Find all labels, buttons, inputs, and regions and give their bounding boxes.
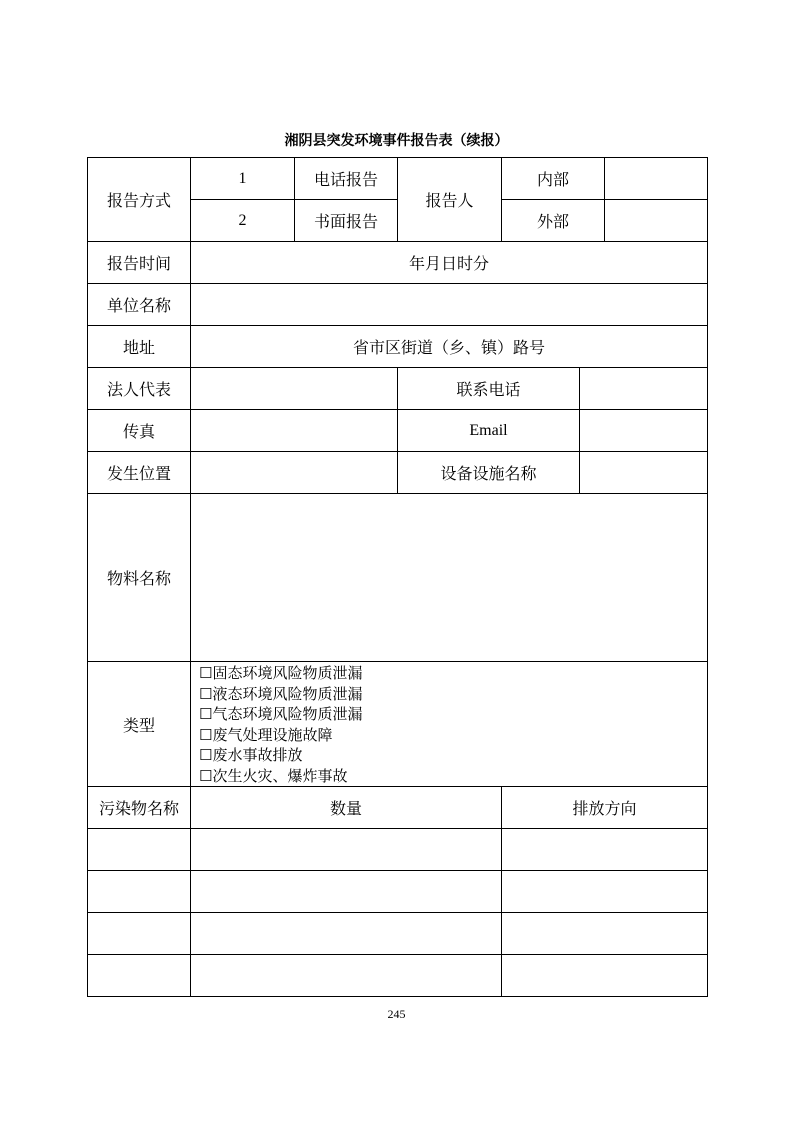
phone-field[interactable]	[580, 368, 708, 410]
fax-row	[88, 410, 708, 452]
pollutant-name-cell[interactable]	[88, 913, 191, 955]
facility-label: 设备设施名称	[398, 452, 580, 494]
pollutant-quantity-header: 数量	[191, 787, 502, 829]
report-method-num-2: 2	[191, 200, 295, 242]
pollutant-header-row	[88, 787, 708, 829]
pollutant-direction-cell[interactable]	[502, 955, 708, 997]
table-row	[88, 955, 708, 997]
pollutant-direction-header: 排放方向	[502, 787, 708, 829]
report-time-field[interactable]: 年月日时分	[191, 242, 708, 284]
unit-name-label: 单位名称	[88, 284, 191, 326]
reporter-external-field[interactable]	[605, 200, 708, 242]
reporter-external-label: 外部	[502, 200, 605, 242]
type-label: 类型	[88, 662, 191, 787]
report-form-table	[87, 157, 708, 997]
report-method-phone-label: 电话报告	[295, 158, 398, 200]
address-field[interactable]: 省市区街道（乡、镇）路号	[191, 326, 708, 368]
table-row	[88, 913, 708, 955]
type-row	[88, 662, 708, 787]
type-option-gas-leak[interactable]: ☐气态环境风险物质泄漏	[199, 705, 363, 723]
material-label: 物料名称	[88, 494, 191, 662]
report-method-label: 报告方式	[88, 158, 191, 242]
table-row	[88, 871, 708, 913]
type-option-solid-leak[interactable]: ☐固态环境风险物质泄漏	[199, 664, 363, 682]
legal-rep-field[interactable]	[191, 368, 398, 410]
location-field[interactable]	[191, 452, 398, 494]
email-field[interactable]	[580, 410, 708, 452]
material-row	[88, 494, 708, 662]
report-method-num-1: 1	[191, 158, 295, 200]
pollutant-quantity-cell[interactable]	[191, 829, 502, 871]
type-option-fire-explosion[interactable]: ☐次生火灾、爆炸事故	[199, 766, 348, 785]
address-row	[88, 326, 708, 368]
reporter-internal-label: 内部	[502, 158, 605, 200]
pollutant-direction-cell[interactable]	[502, 829, 708, 871]
type-options	[191, 662, 708, 787]
pollutant-direction-cell[interactable]	[502, 913, 708, 955]
fax-field[interactable]	[191, 410, 398, 452]
form-title: 湘阴县突发环境事件报告表（续报）	[284, 133, 509, 149]
page-number: 245	[387, 1007, 406, 1021]
unit-name-field[interactable]	[191, 284, 708, 326]
phone-label: 联系电话	[398, 368, 580, 410]
pollutant-name-cell[interactable]	[88, 955, 191, 997]
location-label: 发生位置	[88, 452, 191, 494]
unit-name-row	[88, 284, 708, 326]
report-time-label: 报告时间	[88, 242, 191, 284]
report-method-row-1	[88, 158, 708, 200]
pollutant-quantity-cell[interactable]	[191, 871, 502, 913]
report-time-row	[88, 242, 708, 284]
pollutant-quantity-cell[interactable]	[191, 913, 502, 955]
reporter-label: 报告人	[398, 158, 502, 242]
fax-label: 传真	[88, 410, 191, 452]
type-option-liquid-leak[interactable]: ☐液态环境风险物质泄漏	[199, 684, 363, 703]
report-method-written-label: 书面报告	[295, 200, 398, 242]
reporter-internal-field[interactable]	[605, 158, 708, 200]
type-option-wastewater-discharge[interactable]: ☐废水事故排放	[199, 746, 303, 764]
facility-field[interactable]	[580, 452, 708, 494]
pollutant-quantity-cell[interactable]	[191, 955, 502, 997]
pollutant-name-cell[interactable]	[88, 829, 191, 871]
material-field[interactable]	[191, 494, 708, 662]
legal-rep-label: 法人代表	[88, 368, 191, 410]
type-option-exhaust-failure[interactable]: ☐废气处理设施故障	[199, 725, 333, 744]
location-row	[88, 452, 708, 494]
legal-rep-row	[88, 368, 708, 410]
email-label: Email	[398, 410, 580, 452]
table-row	[88, 829, 708, 871]
pollutant-name-cell[interactable]	[88, 871, 191, 913]
address-label: 地址	[88, 326, 191, 368]
pollutant-direction-cell[interactable]	[502, 871, 708, 913]
pollutant-name-header: 污染物名称	[88, 787, 191, 829]
